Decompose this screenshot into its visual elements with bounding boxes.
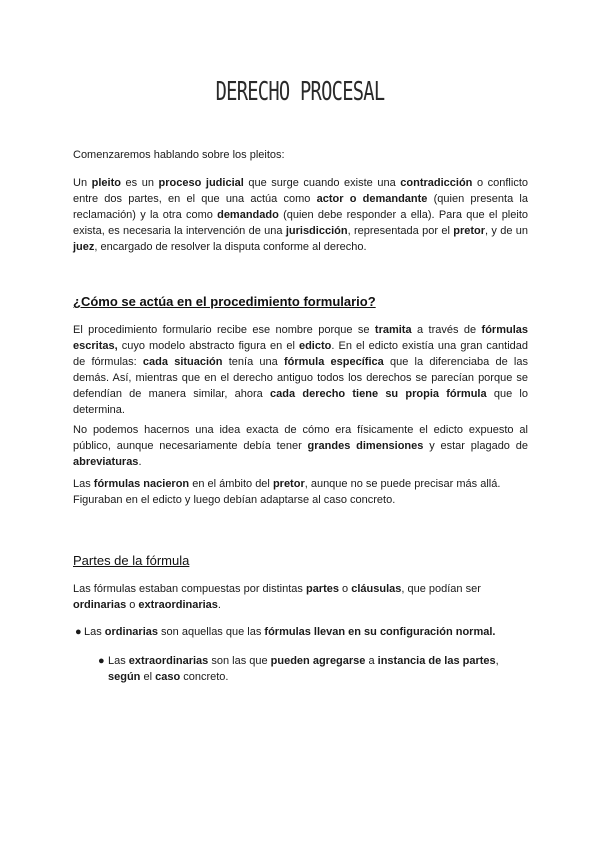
bold-term: proceso judicial: [158, 177, 244, 189]
bold-term: demandado: [217, 209, 279, 221]
bold-term: fórmulas escritas,: [73, 324, 528, 352]
bullet-dot: ●: [98, 655, 105, 667]
bold-term: fórmula específica: [283, 356, 384, 368]
bullet-dot: ●: [75, 626, 82, 638]
bullet-extraordinarias-text: Las extraordinarias son las que pueden agregarse a instancia de las partes, según el caso concreto.: [108, 655, 499, 683]
bold-term: fórmulas llevan en su configuración normal.: [264, 626, 496, 638]
bold-term: pleito: [91, 177, 121, 189]
bold-term: fórmulas nacieron: [93, 478, 190, 490]
bold-term: cada situación: [142, 356, 223, 368]
bold-term: juez: [73, 241, 95, 253]
intro-paragraph: Comenzaremos hablando sobre los pleitos:: [73, 149, 285, 161]
bold-term: instancia de las partes: [377, 655, 496, 667]
bold-term: tramita: [374, 324, 412, 336]
bullet-ordinarias-text: Las ordinarias son aquellas que las fórmulas llevan en su configuración normal.: [84, 626, 496, 638]
bullet-ordinarias: [75, 624, 530, 640]
bold-term: actor o demandante: [316, 193, 428, 205]
bold-term: abreviaturas: [73, 456, 139, 468]
partes-paragraph: Las fórmulas estaban compuestas por distintas partes o cláusulas, que podían ser ordinarias o extraordinarias.: [73, 583, 481, 611]
bullet-extraordinarias: [91, 653, 528, 685]
formulas-origen-paragraph: Las fórmulas nacieron en el ámbito del pretor, aunque no se puede precisar más allá. Figuraban en el edicto y luego debían adaptarse al caso concreto.: [73, 478, 501, 506]
procedimiento-paragraph: El procedimiento formulario recibe ese nombre porque se tramita a través de fórmulas escritas, cuyo modelo abstracto figura en el edicto. En el edicto existía una gran cantidad de fórmulas: cada situación tenía una fórmula específica que la diferenciaba de las demás. Así, mientras que en el derecho antiguo todos los derechos se parecían porque se defendían de manera similar, ahora cada derecho tiene su propia fórmula que lo determina.: [73, 324, 528, 416]
bold-term: extraordinarias: [138, 599, 218, 611]
bold-term: grandes dimensiones: [307, 440, 424, 452]
bold-term: edicto: [298, 340, 332, 352]
bold-term: según: [108, 671, 141, 683]
pleito-paragraph: Un pleito es un proceso judicial que surge cuando existe una contradicción o conflicto entre dos partes, en el que una actúa como actor o demandante (quien presenta la reclamación) y la otra como demandado (quien debe responder a ella). Para que el pleito exista, es necesaria la intervención de una jurisdicción, representada por el pretor, y de un juez, encargado de resolver la disputa conforme al derecho.: [73, 177, 528, 253]
bold-term: cada derecho tiene su propia fórmula: [270, 388, 487, 400]
bold-term: pueden agregarse: [270, 655, 366, 667]
heading-procedimiento-text: ¿Cómo se actúa en el procedimiento formulario?: [73, 294, 376, 309]
bold-term: partes: [305, 583, 339, 595]
bold-term: caso: [155, 671, 181, 683]
bold-term: ordinarias: [73, 599, 127, 611]
bold-term: contradicción: [400, 177, 473, 189]
heading-procedimiento-formulario: [73, 293, 376, 311]
page-title: DERECHO PROCESAL: [215, 77, 385, 107]
bold-term: pretor: [272, 478, 305, 490]
bold-term: extraordinarias: [128, 655, 209, 667]
bold-term: cláusulas: [351, 583, 402, 595]
bold-term: jurisdicción: [285, 225, 348, 237]
bold-term: pretor: [453, 225, 485, 237]
bold-term: ordinarias: [104, 626, 158, 638]
edicto-paragraph: No podemos hacernos una idea exacta de cómo era físicamente el edicto expuesto al público, aunque necesariamente debía tener grandes dimensiones y estar plagado de abreviaturas.: [73, 424, 528, 468]
heading-partes-formula: Partes de la fórmula: [73, 553, 190, 568]
